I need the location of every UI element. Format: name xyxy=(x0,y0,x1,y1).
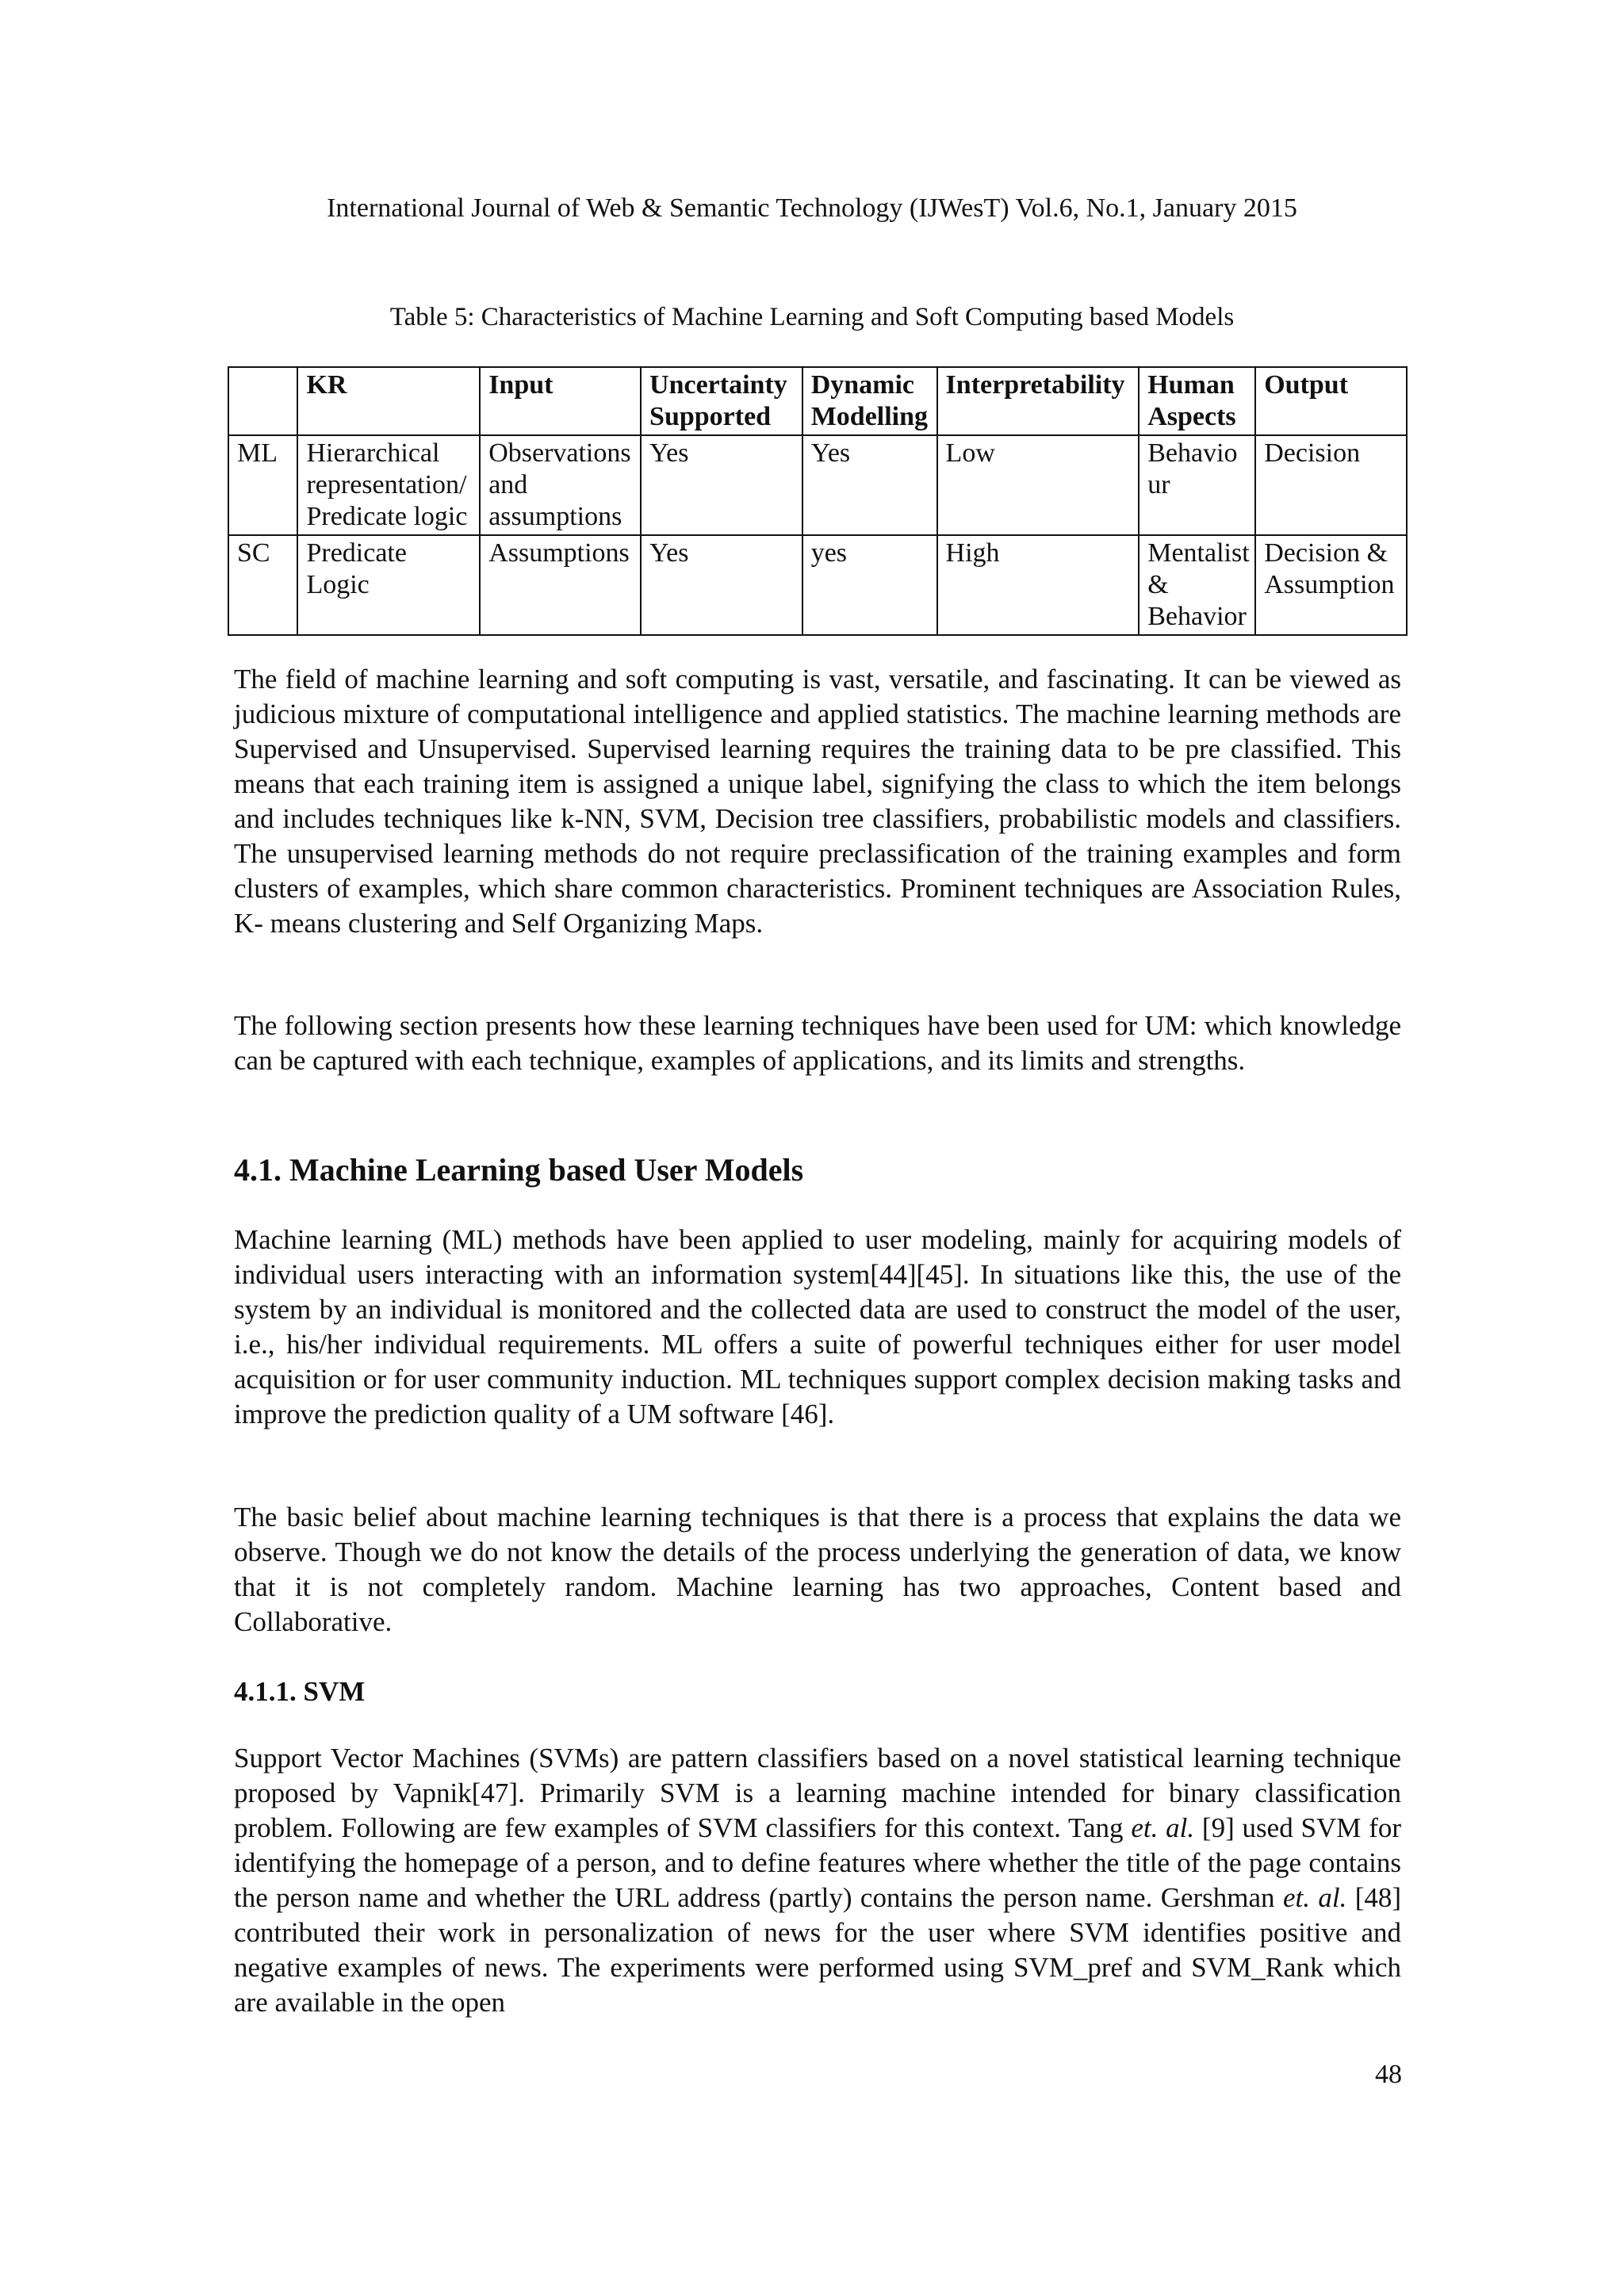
table-header-cell: Human Aspects xyxy=(1139,367,1255,435)
text-run: [48] contributed their work in personalization of news for the user where SVM identifies positive and negative examples of news. The experiments were performed using SVM_pref and SVM_Rank which are available in the open xyxy=(234,1882,1402,2018)
table-cell: Low xyxy=(937,435,1139,535)
paragraph: The basic belief about machine learning techniques is that there is a process that explains the data we observe. Though we do not know the details of the process underlying the generation of data, we know that it is not completely random. Machine learning has two approaches, Content based and Collaborative. xyxy=(234,1502,1401,1637)
table-cell: Yes xyxy=(641,435,802,535)
table-header-row xyxy=(228,367,1407,435)
characteristics-table xyxy=(228,366,1408,636)
table-cell: Decision xyxy=(1255,435,1407,535)
table-header-cell: KR xyxy=(297,367,480,435)
paragraph xyxy=(234,1741,1401,2020)
italic-text: et. al. xyxy=(1131,1812,1195,1843)
table-cell: ML xyxy=(228,435,297,535)
table-cell: High xyxy=(937,535,1139,635)
table-cell: Behavio ur xyxy=(1139,435,1255,535)
table-cell: Predicate Logic xyxy=(297,535,480,635)
table-cell: yes xyxy=(802,535,937,635)
table-cell: Yes xyxy=(802,435,937,535)
journal-header: International Journal of Web & Semantic Technology (IJWesT) Vol.6, No.1, January 2015 xyxy=(327,193,1297,223)
italic-text: et. al. xyxy=(1282,1882,1347,1913)
table-cell: Assumptions xyxy=(480,535,641,635)
page-number: 48 xyxy=(1375,2060,1402,2089)
table-header-cell: Interpretability xyxy=(937,367,1139,435)
table-cell: SC xyxy=(228,535,297,635)
text-run: Support Vector Machines (SVMs) are pattern classifiers based on a novel statistical learning technique proposed by Vapnik[47]. Primarily SVM is a learning machine intended for binary classification problem. Following are few examples of SVM classifiers for this context. Tang xyxy=(234,1743,1401,1843)
table-cell: Observations and assumptions xyxy=(480,435,641,535)
table-row xyxy=(228,435,1407,535)
table-cell: Hierarchical representation/ Predicate logic xyxy=(297,435,480,535)
table-caption: Table 5: Characteristics of Machine Learning and Soft Computing based Models xyxy=(389,303,1235,331)
table-header-cell: Uncertainty Supported xyxy=(641,367,802,435)
table-header-cell: Input xyxy=(480,367,641,435)
table-header-cell: Dynamic Modelling xyxy=(802,367,937,435)
table-cell: Decision & Assumption xyxy=(1255,535,1407,635)
table-header-cell xyxy=(228,367,297,435)
subsection-heading: 4.1.1. SVM xyxy=(234,1676,366,1707)
section-heading: 4.1. Machine Learning based User Models xyxy=(234,1152,804,1188)
table-cell: Yes xyxy=(641,535,802,635)
paragraph: Machine learning (ML) methods have been applied to user modeling, mainly for acquiring models of individual users interacting with an information system[44][45]. In situations like this, the use of the system by an individual is monitored and the collected data are used to construct the model of the user, i.e., his/her individual requirements. ML offers a suite of powerful techniques either for user model acquisition or for user community induction. ML techniques support complex decision making tasks and improve the prediction quality of a UM software [46]. xyxy=(234,1224,1401,1429)
table-header-cell: Output xyxy=(1255,367,1407,435)
paragraph: The field of machine learning and soft computing is vast, versatile, and fascinating. It can be viewed as judicious mixture of computational intelligence and applied statistics. The machine learning methods are Supervised and Unsupervised. Supervised learning requires the training data to be pre classified. This means that each training item is assigned a unique label, signifying the class to which the item belongs and includes techniques like k-NN, SVM, Decision tree classifiers, probabilistic models and classifiers. The unsupervised learning methods do not require preclassification of the training examples and form clusters of examples, which share common characteristics. Prominent techniques are Association Rules, K- means clustering and Self Organizing Maps. xyxy=(234,664,1401,939)
paragraph: The following section presents how these learning techniques have been used for UM: which knowledge can be captured with each technique, examples of applications, and its limits and strengths. xyxy=(234,1010,1401,1076)
table-cell: Mentalist & Behavior xyxy=(1139,535,1255,635)
table-row xyxy=(228,535,1407,635)
text-run: [9] used SVM for identifying the homepage of a person, and to define features where whether the title of the page contains the person name and whether the URL address (partly) contains the person name. Gershman xyxy=(234,1812,1401,1913)
